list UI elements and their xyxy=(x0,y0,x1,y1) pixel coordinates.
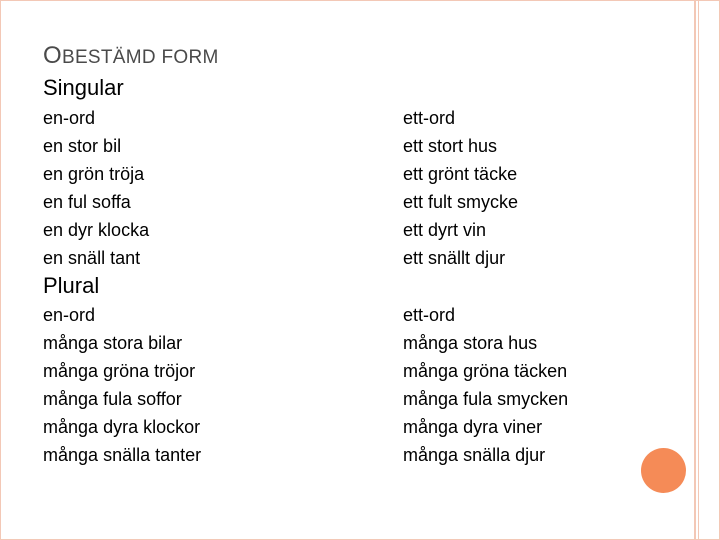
phrase: stora hus xyxy=(463,333,538,353)
phrase: gröna tröjor xyxy=(103,361,196,381)
article: många xyxy=(403,445,459,465)
slide-frame-line-thin xyxy=(698,0,699,540)
phrase: fula soffor xyxy=(103,389,182,409)
phrase: dyra klockor xyxy=(103,417,201,437)
article: många xyxy=(43,445,99,465)
plural-ett-column xyxy=(403,301,568,469)
column-header: en-ord xyxy=(43,305,96,325)
list-item xyxy=(403,132,518,160)
list-item xyxy=(43,188,149,216)
slide-frame-line xyxy=(694,0,696,540)
article: många xyxy=(403,389,459,409)
article: många xyxy=(43,361,99,381)
list-item xyxy=(43,329,201,357)
list-item xyxy=(43,216,149,244)
list-item xyxy=(403,244,518,272)
phrase: dyra viner xyxy=(463,417,543,437)
article: många xyxy=(403,417,459,437)
article: ett xyxy=(403,164,424,184)
list-item xyxy=(403,329,568,357)
column-header: ett-ord xyxy=(403,305,456,325)
phrase: dyrt vin xyxy=(428,220,487,240)
phrase: snälla tanter xyxy=(103,445,202,465)
article: en xyxy=(43,220,64,240)
list-item xyxy=(403,357,568,385)
phrase: gröna täcken xyxy=(463,361,568,381)
plural-en-column xyxy=(43,301,201,469)
list-item xyxy=(43,413,201,441)
list-item xyxy=(403,188,518,216)
phrase: snälla djur xyxy=(463,445,546,465)
phrase: ful soffa xyxy=(68,192,131,212)
article: många xyxy=(43,333,99,353)
article: ett xyxy=(403,136,424,156)
list-item xyxy=(43,132,149,160)
article: många xyxy=(43,417,99,437)
list-item xyxy=(43,385,201,413)
article: ett xyxy=(403,220,424,240)
article: en xyxy=(43,192,64,212)
phrase: grön tröja xyxy=(68,164,145,184)
article: en xyxy=(43,248,64,268)
list-item xyxy=(403,413,568,441)
list-item xyxy=(43,357,201,385)
column-header: en-ord xyxy=(43,108,96,128)
slide-title-initial: O xyxy=(43,42,62,69)
singular-heading: Singular xyxy=(43,75,124,100)
phrase: stort hus xyxy=(428,136,498,156)
column-header: ett-ord xyxy=(403,108,456,128)
article: en xyxy=(43,164,64,184)
slide-title xyxy=(43,42,219,70)
phrase: fult smycke xyxy=(428,192,519,212)
phrase: stor bil xyxy=(68,136,122,156)
decorative-circle xyxy=(641,448,686,493)
article: en xyxy=(43,136,64,156)
phrase: snäll tant xyxy=(68,248,141,268)
list-item xyxy=(43,441,201,469)
list-item xyxy=(403,216,518,244)
article: många xyxy=(43,389,99,409)
phrase: grönt täcke xyxy=(428,164,518,184)
list-item xyxy=(403,441,568,469)
list-item xyxy=(43,244,149,272)
phrase: fula smycken xyxy=(463,389,569,409)
list-item xyxy=(403,385,568,413)
phrase: stora bilar xyxy=(103,333,183,353)
plural-heading: Plural xyxy=(43,273,100,298)
article: många xyxy=(403,333,459,353)
singular-en-column xyxy=(43,104,149,272)
singular-ett-column xyxy=(403,104,518,272)
article: ett xyxy=(403,248,424,268)
article: ett xyxy=(403,192,424,212)
slide-title-rest: BESTÄMD FORM xyxy=(61,47,219,68)
phrase: dyr klocka xyxy=(68,220,150,240)
list-item xyxy=(403,160,518,188)
list-item xyxy=(43,160,149,188)
article: många xyxy=(403,361,459,381)
phrase: snällt djur xyxy=(428,248,506,268)
